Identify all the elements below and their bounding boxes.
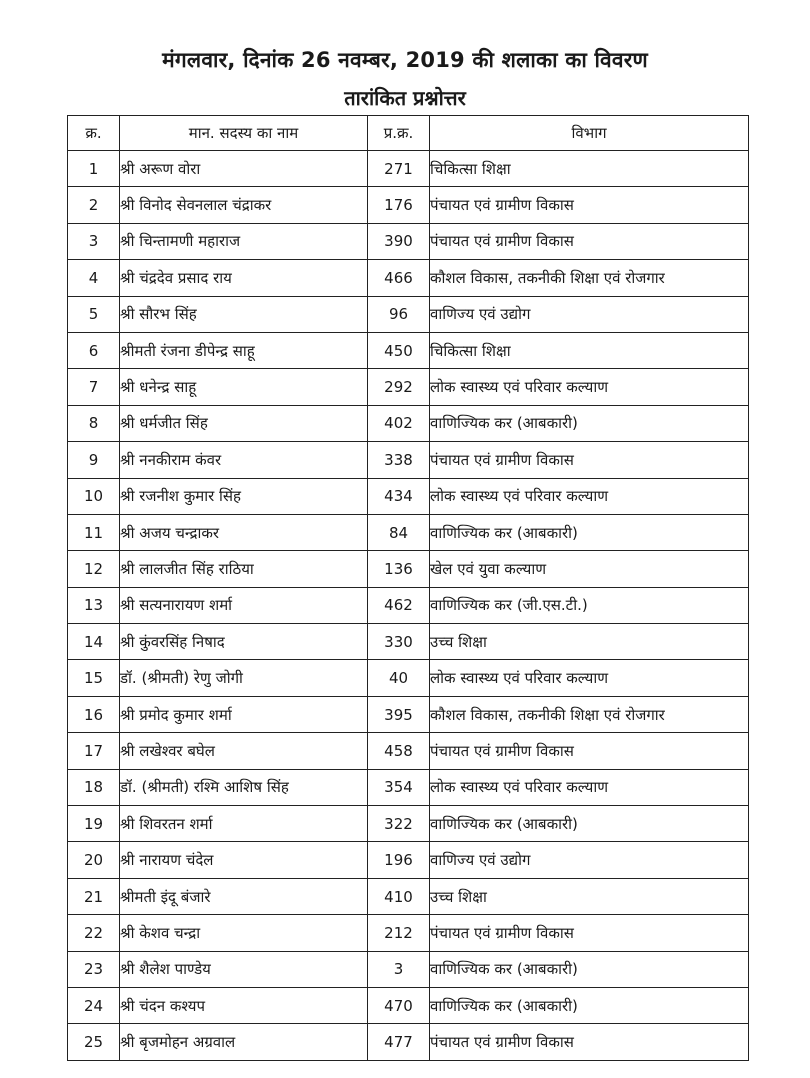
member-name-cell: श्री चिन्तामणी महाराज: [120, 223, 368, 259]
table-row: [68, 514, 749, 550]
question-number-cell: 354: [368, 769, 430, 805]
question-number-cell: 330: [368, 624, 430, 660]
question-number-cell: 450: [368, 332, 430, 368]
department-cell: खेल एवं युवा कल्याण: [430, 551, 749, 587]
questions-table: [67, 115, 749, 1061]
table-row: [68, 1024, 749, 1060]
member-name-cell: श्री सत्यनारायण शर्मा: [120, 587, 368, 623]
table-row: [68, 405, 749, 441]
department-cell: पंचायत एवं ग्रामीण विकास: [430, 223, 749, 259]
department-cell: वाणिज्यिक कर (जी.एस.टी.): [430, 587, 749, 623]
member-name-cell: श्री ननकीराम कंवर: [120, 442, 368, 478]
member-name-cell: श्रीमती इंदू बंजारे: [120, 878, 368, 914]
serial-cell: 25: [68, 1024, 120, 1060]
serial-cell: 8: [68, 405, 120, 441]
serial-cell: 20: [68, 842, 120, 878]
serial-cell: 6: [68, 332, 120, 368]
department-cell: पंचायत एवं ग्रामीण विकास: [430, 915, 749, 951]
table-row: [68, 151, 749, 187]
question-number-cell: 477: [368, 1024, 430, 1060]
document-subtitle: तारांकित प्रश्नोत्तर: [344, 86, 466, 110]
serial-cell: 24: [68, 987, 120, 1023]
question-number-cell: 338: [368, 442, 430, 478]
column-header-serial: क्र.: [68, 116, 120, 151]
question-number-cell: 196: [368, 842, 430, 878]
serial-cell: 4: [68, 260, 120, 296]
member-name-cell: डॉ. (श्रीमती) रश्मि आशिष सिंह: [120, 769, 368, 805]
table-row: [68, 478, 749, 514]
question-number-cell: 466: [368, 260, 430, 296]
department-cell: पंचायत एवं ग्रामीण विकास: [430, 187, 749, 223]
question-number-cell: 84: [368, 514, 430, 550]
table-row: [68, 624, 749, 660]
serial-cell: 9: [68, 442, 120, 478]
serial-cell: 16: [68, 696, 120, 732]
table-row: [68, 260, 749, 296]
question-number-cell: 136: [368, 551, 430, 587]
department-cell: वाणिज्यिक कर (आबकारी): [430, 405, 749, 441]
table-row: [68, 951, 749, 987]
document-title: मंगलवार, दिनांक 26 नवम्बर, 2019 की शलाका का विवरण: [162, 48, 648, 72]
table-row: [68, 587, 749, 623]
table-row: [68, 987, 749, 1023]
table-row: [68, 878, 749, 914]
question-number-cell: 271: [368, 151, 430, 187]
department-cell: वाणिज्यिक कर (आबकारी): [430, 514, 749, 550]
member-name-cell: श्री धनेन्द्र साहू: [120, 369, 368, 405]
department-cell: लोक स्वास्थ्य एवं परिवार कल्याण: [430, 660, 749, 696]
department-cell: वाणिज्यिक कर (आबकारी): [430, 951, 749, 987]
serial-cell: 21: [68, 878, 120, 914]
question-number-cell: 212: [368, 915, 430, 951]
department-cell: पंचायत एवं ग्रामीण विकास: [430, 442, 749, 478]
member-name-cell: श्री अजय चन्द्राकर: [120, 514, 368, 550]
question-number-cell: 390: [368, 223, 430, 259]
department-cell: वाणिज्यिक कर (आबकारी): [430, 987, 749, 1023]
table-row: [68, 332, 749, 368]
member-name-cell: श्रीमती रंजना डीपेन्द्र साहू: [120, 332, 368, 368]
table-row: [68, 915, 749, 951]
column-header-member-name: मान. सदस्य का नाम: [120, 116, 368, 151]
member-name-cell: श्री रजनीश कुमार सिंह: [120, 478, 368, 514]
serial-cell: 17: [68, 733, 120, 769]
serial-cell: 19: [68, 806, 120, 842]
member-name-cell: श्री धर्मजीत सिंह: [120, 405, 368, 441]
table-row: [68, 442, 749, 478]
member-name-cell: डॉ. (श्रीमती) रेणु जोगी: [120, 660, 368, 696]
table-row: [68, 551, 749, 587]
serial-cell: 18: [68, 769, 120, 805]
question-number-cell: 96: [368, 296, 430, 332]
department-cell: वाणिज्य एवं उद्योग: [430, 842, 749, 878]
member-name-cell: श्री अरूण वोरा: [120, 151, 368, 187]
department-cell: पंचायत एवं ग्रामीण विकास: [430, 733, 749, 769]
question-number-cell: 462: [368, 587, 430, 623]
question-number-cell: 458: [368, 733, 430, 769]
serial-cell: 15: [68, 660, 120, 696]
serial-cell: 23: [68, 951, 120, 987]
table-row: [68, 187, 749, 223]
table-row: [68, 296, 749, 332]
serial-cell: 10: [68, 478, 120, 514]
member-name-cell: श्री लखेश्वर बघेल: [120, 733, 368, 769]
member-name-cell: श्री बृजमोहन अग्रवाल: [120, 1024, 368, 1060]
table-row: [68, 369, 749, 405]
question-number-cell: 40: [368, 660, 430, 696]
table-row: [68, 806, 749, 842]
table-row: [68, 842, 749, 878]
question-number-cell: 395: [368, 696, 430, 732]
department-cell: वाणिज्यिक कर (आबकारी): [430, 806, 749, 842]
serial-cell: 13: [68, 587, 120, 623]
member-name-cell: श्री सौरभ सिंह: [120, 296, 368, 332]
member-name-cell: श्री कुंवरसिंह निषाद: [120, 624, 368, 660]
serial-cell: 7: [68, 369, 120, 405]
table-row: [68, 769, 749, 805]
member-name-cell: श्री शिवरतन शर्मा: [120, 806, 368, 842]
member-name-cell: श्री चंदन कश्यप: [120, 987, 368, 1023]
serial-cell: 11: [68, 514, 120, 550]
column-header-department: विभाग: [430, 116, 749, 151]
department-cell: कौशल विकास, तकनीकी शिक्षा एवं रोजगार: [430, 696, 749, 732]
department-cell: चिकित्सा शिक्षा: [430, 332, 749, 368]
department-cell: लोक स्वास्थ्य एवं परिवार कल्याण: [430, 369, 749, 405]
table-row: [68, 660, 749, 696]
serial-cell: 12: [68, 551, 120, 587]
question-number-cell: 292: [368, 369, 430, 405]
member-name-cell: श्री केशव चन्द्रा: [120, 915, 368, 951]
department-cell: कौशल विकास, तकनीकी शिक्षा एवं रोजगार: [430, 260, 749, 296]
column-header-question-number: प्र.क्र.: [368, 116, 430, 151]
serial-cell: 14: [68, 624, 120, 660]
serial-cell: 1: [68, 151, 120, 187]
department-cell: पंचायत एवं ग्रामीण विकास: [430, 1024, 749, 1060]
member-name-cell: श्री लालजीत सिंह राठिया: [120, 551, 368, 587]
department-cell: वाणिज्य एवं उद्योग: [430, 296, 749, 332]
table-row: [68, 223, 749, 259]
department-cell: लोक स्वास्थ्य एवं परिवार कल्याण: [430, 769, 749, 805]
table-row: [68, 733, 749, 769]
department-cell: लोक स्वास्थ्य एवं परिवार कल्याण: [430, 478, 749, 514]
department-cell: उच्च शिक्षा: [430, 878, 749, 914]
member-name-cell: श्री विनोद सेवनलाल चंद्राकर: [120, 187, 368, 223]
question-number-cell: 402: [368, 405, 430, 441]
question-number-cell: 410: [368, 878, 430, 914]
table-row: [68, 696, 749, 732]
department-cell: चिकित्सा शिक्षा: [430, 151, 749, 187]
department-cell: उच्च शिक्षा: [430, 624, 749, 660]
question-number-cell: 3: [368, 951, 430, 987]
question-number-cell: 434: [368, 478, 430, 514]
serial-cell: 5: [68, 296, 120, 332]
serial-cell: 3: [68, 223, 120, 259]
member-name-cell: श्री शैलेश पाण्डेय: [120, 951, 368, 987]
question-number-cell: 322: [368, 806, 430, 842]
question-number-cell: 176: [368, 187, 430, 223]
table-header-row: [68, 116, 749, 151]
serial-cell: 2: [68, 187, 120, 223]
question-number-cell: 470: [368, 987, 430, 1023]
member-name-cell: श्री चंद्रदेव प्रसाद राय: [120, 260, 368, 296]
member-name-cell: श्री नारायण चंदेल: [120, 842, 368, 878]
serial-cell: 22: [68, 915, 120, 951]
member-name-cell: श्री प्रमोद कुमार शर्मा: [120, 696, 368, 732]
